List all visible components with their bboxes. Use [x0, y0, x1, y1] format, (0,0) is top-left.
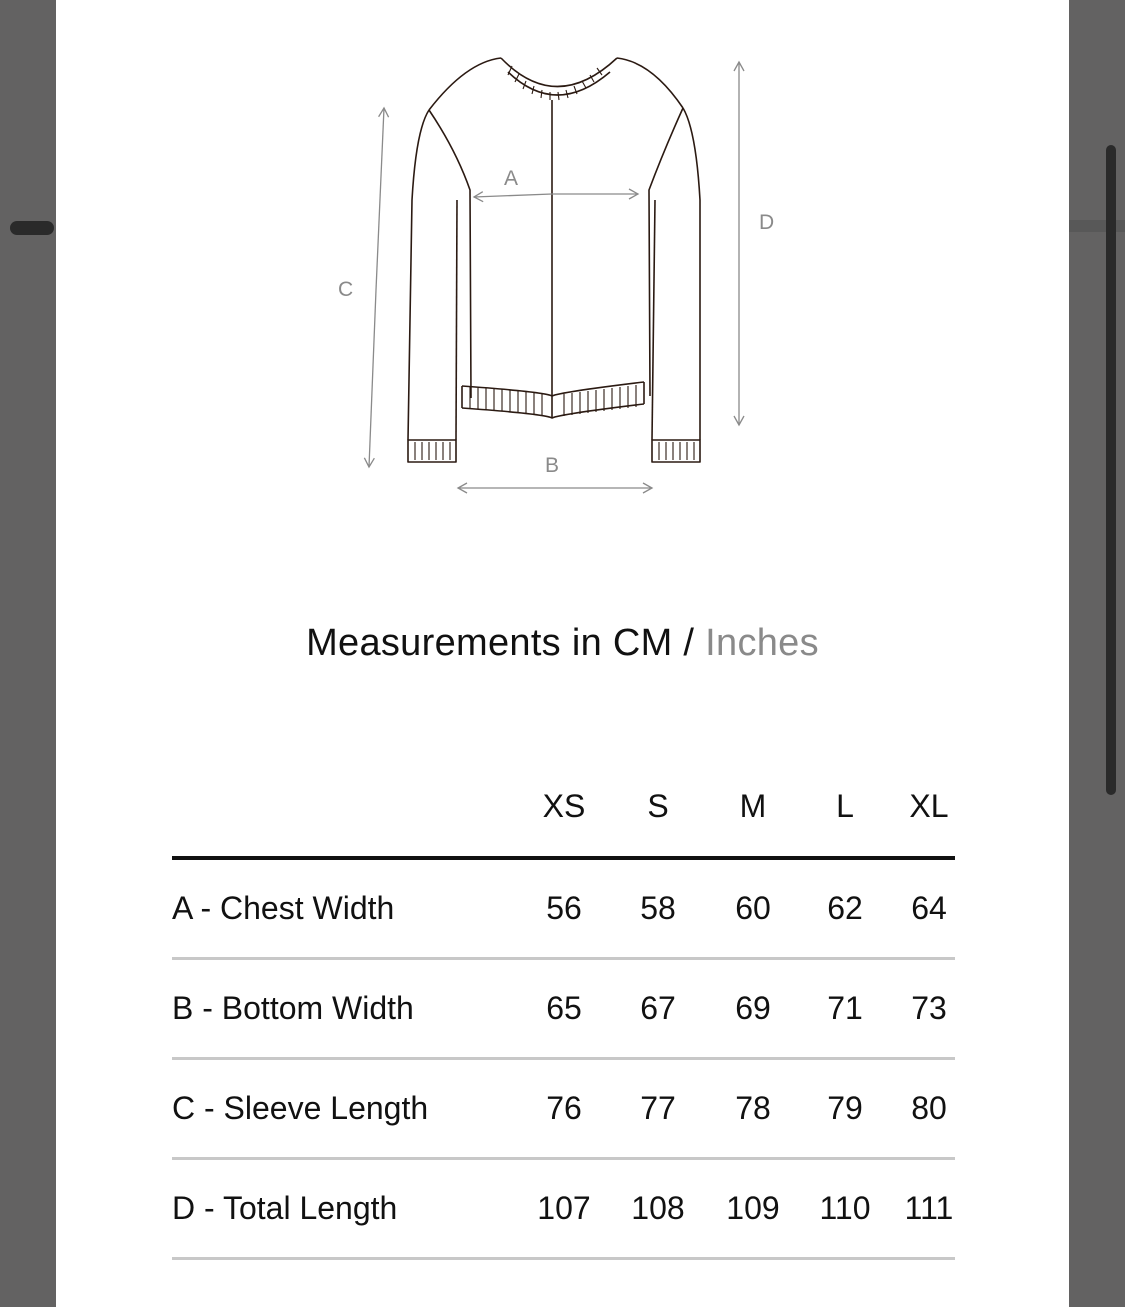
table-cell: 71: [827, 990, 863, 1026]
table-cell: 107: [537, 1190, 591, 1226]
table-cell: 110: [819, 1190, 871, 1226]
table-cell: 79: [827, 1090, 863, 1126]
table-cell: 65: [546, 990, 582, 1026]
table-cell: 64: [911, 890, 947, 926]
size-header-m: M: [739, 788, 767, 824]
unit-cm-label[interactable]: Measurements in CM: [306, 622, 673, 664]
table-cell: 109: [726, 1190, 780, 1226]
dimension-label-d: D: [759, 211, 775, 234]
row-divider: [172, 1157, 955, 1160]
side-rail: [1069, 220, 1125, 232]
table-cell: 56: [546, 890, 582, 926]
bottom-sheet-handle[interactable]: [10, 221, 54, 235]
table-cell: 58: [640, 890, 676, 926]
row-divider: [172, 1257, 955, 1260]
table-cell: 67: [640, 990, 676, 1026]
table-cell: 76: [546, 1090, 582, 1126]
scrollbar[interactable]: [1106, 145, 1116, 795]
unit-separator: /: [672, 622, 706, 664]
size-header-xl: XL: [909, 788, 949, 824]
unit-inches-toggle[interactable]: Inches: [705, 622, 819, 664]
table-cell: 69: [735, 990, 771, 1026]
size-header-s: S: [647, 788, 669, 824]
size-header-l: L: [836, 788, 854, 824]
header-divider: [172, 856, 955, 860]
table-cell: 62: [827, 890, 863, 926]
row-divider: [172, 1057, 955, 1060]
row-label-bottom-width: B - Bottom Width: [172, 990, 414, 1026]
table-cell: 60: [735, 890, 771, 926]
table-cell: 78: [735, 1090, 771, 1126]
row-label-total-length: D - Total Length: [172, 1190, 398, 1226]
row-label-chest-width: A - Chest Width: [172, 890, 395, 926]
dimension-label-c: C: [338, 278, 354, 301]
size-table: [172, 0, 955, 1307]
size-header-xs: XS: [542, 788, 586, 824]
size-guide-sheet: [56, 0, 1069, 1307]
table-cell: 77: [640, 1090, 676, 1126]
dimension-label-a: A: [504, 167, 519, 190]
table-cell: 111: [904, 1190, 954, 1226]
row-divider: [172, 957, 955, 960]
table-cell: 80: [911, 1090, 947, 1126]
row-label-sleeve-length: C - Sleeve Length: [172, 1090, 429, 1126]
table-cell: 73: [911, 990, 947, 1026]
table-cell: 108: [631, 1190, 685, 1226]
dimension-label-b: B: [545, 454, 560, 477]
